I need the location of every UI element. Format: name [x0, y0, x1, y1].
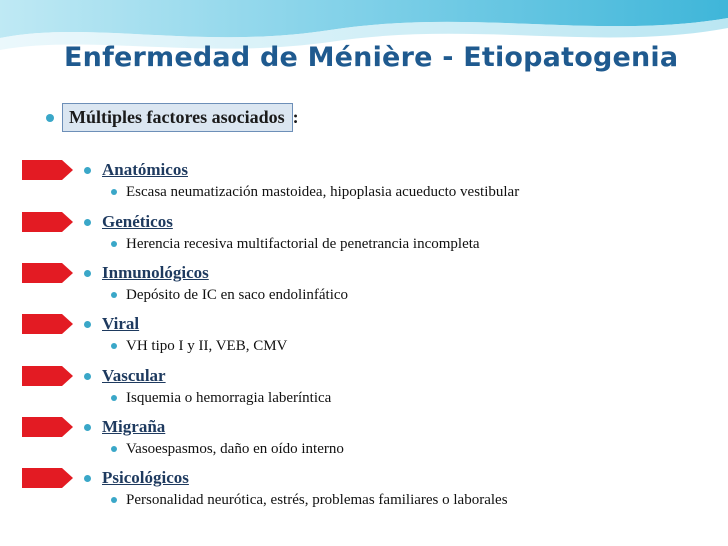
factor-item	[0, 416, 728, 468]
factor-item	[0, 313, 728, 365]
bullet-icon	[84, 321, 91, 328]
red-arrow-icon	[22, 365, 74, 387]
factor-detail: VH tipo I y II, VEB, CMV	[126, 337, 288, 354]
factor-detail: Escasa neumatización mastoidea, hipoplasia acueducto vestibular	[126, 183, 520, 200]
bullet-icon	[111, 241, 117, 247]
factor-detail: Isquemia o hemorragia laberíntica	[126, 389, 332, 406]
bullet-icon	[84, 373, 91, 380]
red-arrow-icon	[22, 159, 74, 181]
page-title: Enfermedad de Ménière - Etiopatogenia	[64, 42, 679, 73]
bullet-icon	[111, 395, 117, 401]
factor-item	[0, 365, 728, 417]
factor-category: Migraña	[102, 417, 166, 436]
factor-item	[0, 262, 728, 314]
factor-category: Psicológicos	[102, 468, 189, 487]
bullet-icon	[111, 343, 117, 349]
bullet-icon	[111, 189, 117, 195]
bullet-icon	[111, 497, 117, 503]
subtitle-text: Múltiples factores asociados	[62, 103, 293, 132]
red-arrow-icon	[22, 313, 74, 335]
factor-category: Vascular	[102, 366, 166, 385]
bullet-icon	[111, 446, 117, 452]
factor-category: Inmunológicos	[102, 263, 209, 282]
factor-item	[0, 159, 728, 211]
factor-category: Anatómicos	[102, 160, 188, 179]
bullet-icon	[84, 167, 91, 174]
factor-item	[0, 211, 728, 263]
subtitle-colon: :	[292, 107, 299, 127]
bullet-icon	[111, 292, 117, 298]
factor-detail: Herencia recesiva multifactorial de penetrancia incompleta	[126, 235, 480, 252]
bullet-icon	[84, 475, 91, 482]
subtitle-row	[46, 103, 299, 132]
bullet-icon	[46, 114, 54, 122]
bullet-icon	[84, 270, 91, 277]
factor-detail: Depósito de IC en saco endolinfático	[126, 286, 349, 303]
red-arrow-icon	[22, 467, 74, 489]
factor-category: Genéticos	[102, 212, 173, 231]
factor-item	[0, 467, 728, 519]
factor-category: Viral	[102, 314, 140, 333]
factor-detail: Vasoespasmos, daño en oído interno	[126, 440, 344, 457]
red-arrow-icon	[22, 211, 74, 233]
bullet-icon	[84, 424, 91, 431]
factor-detail: Personalidad neurótica, estrés, problemas familiares o laborales	[126, 491, 508, 508]
red-arrow-icon	[22, 416, 74, 438]
bullet-icon	[84, 219, 91, 226]
red-arrow-icon	[22, 262, 74, 284]
